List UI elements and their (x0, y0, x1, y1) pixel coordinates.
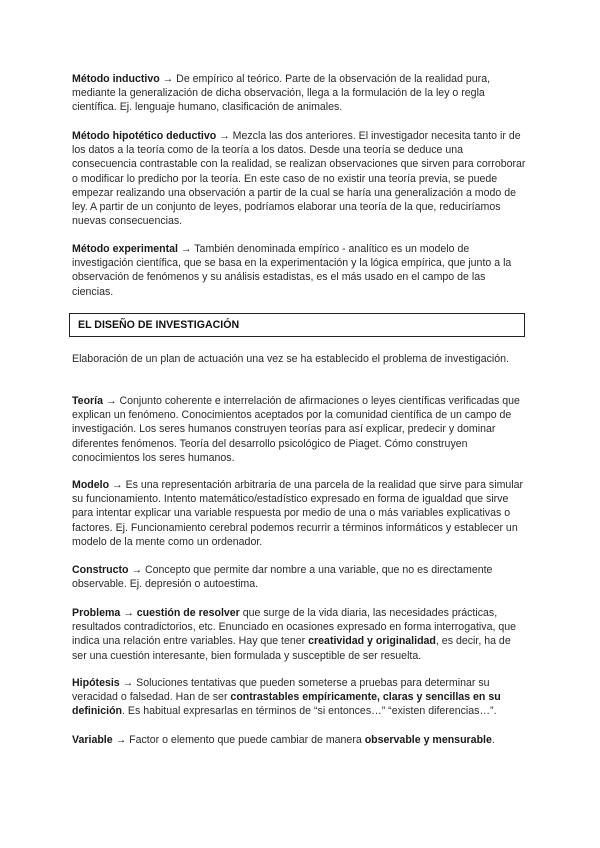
term-metodo-experimental: Método experimental (72, 243, 178, 255)
arrow: → (103, 395, 120, 407)
term-constructo: Constructo (72, 564, 129, 576)
arrow: → (216, 130, 233, 142)
paragraph-variable (72, 733, 528, 747)
definition-text: . Es habitual expresarlas en términos de “si entonces…” “existen diferencias…”. (122, 705, 497, 718)
definition-text: Conjunto coherente e interrelación de afirmaciones o leyes científicas verificadas que explican un fenómeno. Conocimientos aceptados por la comunidad científica de un campo de investigación. Los seres humanos construyen teorías para así explicar, predecir y dominar diferentes fenómenos. Teoría del desarrollo psicológico de Piaget. Cómo construyen conocimientos los seres humanos. (72, 395, 520, 464)
term-modelo: Modelo (72, 479, 110, 491)
term-variable: Variable (72, 734, 113, 746)
bold-creatividad: creatividad y originalidad (308, 635, 436, 648)
definition-text: Es una representación arbitraria de una parcela de la realidad que sirve para simular su funcionamiento. Intento matemático/estadístico expresado en forma de igualdad que sirve para intentar explicar una variable respuesta por medio de una o más variables explicativas o factores. Ej. Funcionamiento cerebral podemos recurrir a términos informáticos y establecer un modelo de la mente como un ordenador. (72, 479, 524, 548)
paragraph-constructo (72, 563, 528, 591)
bold-observable-mensurable: observable y mensurable (364, 734, 492, 746)
paragraph-metodo-inductivo (72, 72, 528, 115)
paragraph-teoria (72, 394, 528, 465)
term-cuestion-de-resolver: cuestión de resolver (136, 607, 240, 619)
paragraph-hipotesis (72, 676, 528, 719)
definition-text: También denominada empírico - analítico es un modelo de investigación científica, que se basa en la experimentación y la lógica empírica, que junto a la observación de fenómenos y su análisis estadistas, es el más usado en el campo de las ciencias. (72, 243, 512, 298)
term-problema: Problema (72, 607, 121, 619)
term-metodo-hipotetico-deductivo: Método hipotético deductivo (72, 130, 217, 142)
definition-text: que surge de la vida diaria, las necesidades prácticas, resultados contradictorios, etc. Enunciado en ocasiones expresado en forma interrogativa, que indica una relación entre variables. Hay que tener (72, 607, 517, 648)
paragraph-metodo-hipotetico-deductivo (72, 129, 528, 228)
arrow: → (177, 243, 195, 255)
bold-contrastables: contrastables empíricamente, claras y sencillas en su definición (72, 691, 501, 718)
term-hipotesis: Hipótesis (72, 677, 120, 689)
paragraph-problema (72, 606, 528, 663)
arrow: → (112, 734, 130, 746)
term-teoria: Teoría (72, 395, 104, 407)
arrow: → (109, 479, 126, 491)
paragraph-modelo (72, 478, 528, 549)
arrow: → (120, 607, 137, 619)
definition-text: Mezcla las dos anteriores. El investigador necesita tanto ir de los datos a la teoría como de la teoría a los datos. Desde una teoría se deduce una consecuencia contrastable con la realidad, se realizan observaciones que sirven para corroborar o modificar lo predicho por la teoría. En este caso de no existir una teoría previa, se puede empezar realizando una observación a partir de la cual se haría una generalización a modo de ley. A partir de un conjunto de leyes, podríamos elaborar una teoría de la que, reduciríamos nuevas consecuencias. (72, 130, 526, 228)
paragraph-intro: Elaboración de un plan de actuación una vez se ha establecido el problema de investigación. (72, 353, 509, 365)
definition-text: Soluciones tentativas que pueden someterse a pruebas para determinar su veracidad o falsedad. Han de ser (72, 677, 490, 704)
definition-text: De empírico al teórico. Parte de la observación de la realidad pura, mediante la generalización de dicha observación, llega a la formulación de la ley o regla científica. Ej. lenguaje humano, clasificación de animales. (72, 73, 491, 114)
definition-text: Factor o elemento que puede cambiar de manera (129, 734, 365, 746)
arrow: → (119, 677, 137, 689)
term-metodo-inductivo: Método inductivo (72, 73, 160, 85)
definition-text: , es decir, ha de ser una cuestión interesante, bien formulada y susceptible de ser resuelta. (72, 635, 511, 662)
arrow: → (159, 73, 177, 85)
arrow: → (128, 564, 145, 576)
paragraph-metodo-experimental (72, 242, 528, 299)
definition-text: . (491, 734, 495, 746)
definition-text: Concepto que permite dar nombre a una variable, que no es directamente observable. Ej. depresión o autoestima. (72, 564, 493, 591)
section-heading: EL DISEÑO DE INVESTIGACIÓN (69, 313, 525, 337)
